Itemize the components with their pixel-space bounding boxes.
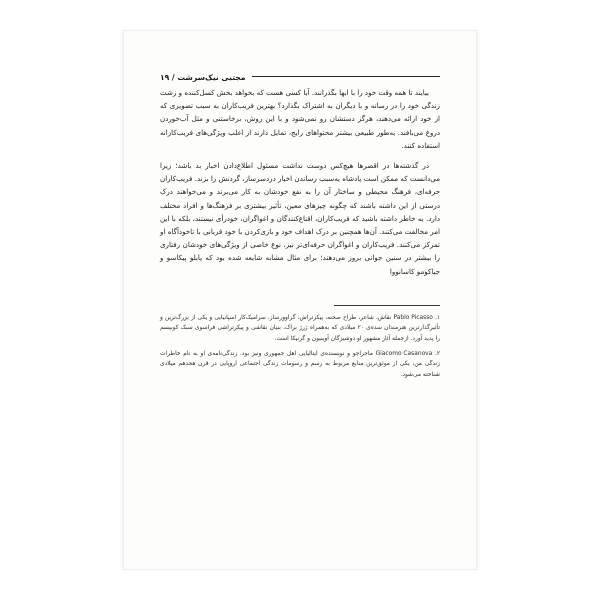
- footnote-divider: [334, 305, 440, 306]
- footnote-text: ماجراجو و نویسنده‌ی ایتالیایی اهل جمهوری ونیز بود. زندگی‌نامه‌ی او به نام خاطرات زندگی من، یکی از موثق‌ترین منابع مربوط به رسم و رسومات زندگی اجتماعی اروپایی در قرن هجدهم میلادی شناخته می‌شود.: [160, 351, 440, 378]
- page-header-title: مجتبی نیک‌سرشت / ۱۹: [160, 73, 246, 82]
- footnote-text: نقاش، شاعر، طراح صحنه، پیکرتراش، گراوورساز، سرامیک‌کار اسپانیایی و یکی از بزرگ‌ترین و تأثیرگذارترین هنرمندان سده‌ی ۲۰ میلادی که به‌همراه ژرژ براک، بنیان نقاشی و پیکرتراشی فراسوی سبک کوبیسم را پدید آورد. ازجمله آثار مشهور او دوشیزگان آوینیون و گرنیکا است.: [160, 314, 440, 342]
- footnote-latin-name: Giacomo Casanova: [375, 351, 433, 358]
- footnote-item: [160, 313, 440, 344]
- footnote-latin-name: Pablo Picasso: [393, 314, 433, 321]
- footnote-number: ۱.: [434, 314, 440, 321]
- footnote-number: ۲.: [434, 351, 440, 358]
- footnote-section: [160, 305, 440, 380]
- header-rule: [252, 76, 440, 77]
- text-column: [160, 73, 440, 385]
- page-header: [160, 73, 440, 82]
- body-paragraph-1: بیایند تا همه وقت خود را با ابها بگذرانند. آیا کسی هست که بخواهد بخش کسل‌کننده و زشت زندگی خود را در رسانه و با دیگران به اشتراک بگذارد؟ بهترین فریب‌کاران به سبب تصویری که از خود ارائه می‌دهند، هرگز دستشان رو نمی‌شود و با این روش، برخاستنی و مثل آب‌خوردن دروغ می‌بافند. به‌طور طبیعی بیشتر محتواهای رایج، تمایل دارند از اغلب ویژگی‌های فریب‌کارانه استفاده کنند.: [160, 88, 440, 150]
- book-page: [124, 31, 476, 569]
- footnote-item: [160, 349, 440, 380]
- body-paragraph-2: در گذشته‌ها در اقصرها هیچ‌کس دوست نداشت مسئول اطلاع‌دادن اخبار بد باشد؛ زیرا می‌دانست که ممکن است پادشاه به‌سبب رساندن اخبار دردسرساز، گردنش را بزند. فریب‌کاران حرفه‌ای، فرهنگ محیطی و ساختار آن را به نفع خودشان به کار می‌برند و می‌خواهند درک درستی از این داشته باشند که چگونه چیزهای معین، تأثیر بیشتری بر فرهنگ‌ها و افراد مختلف دارد. به خاطر داشته باشید که فریب‌کاران، اقناع‌کنندگان و اغواگران، خودرأی نیستند، بلکه با این امر مخالفت می‌کنند. آن‌ها همچنین بر درک اهداف خود و بازی‌کردن با خود قربانی با تاخودآگاه او تمرکز می‌کنند. فریب‌کاران و اغواگران حرفه‌ای‌تر نیز، نوع خاصی از ویژگی‌های خودشان رفتاری را بیشتر در سنین جوانی بروز می‌دهند؛ برای مثال مشابه شایعه شده بود که پابلو پیکاسو و جیاکومو کاسانووا: [160, 161, 440, 276]
